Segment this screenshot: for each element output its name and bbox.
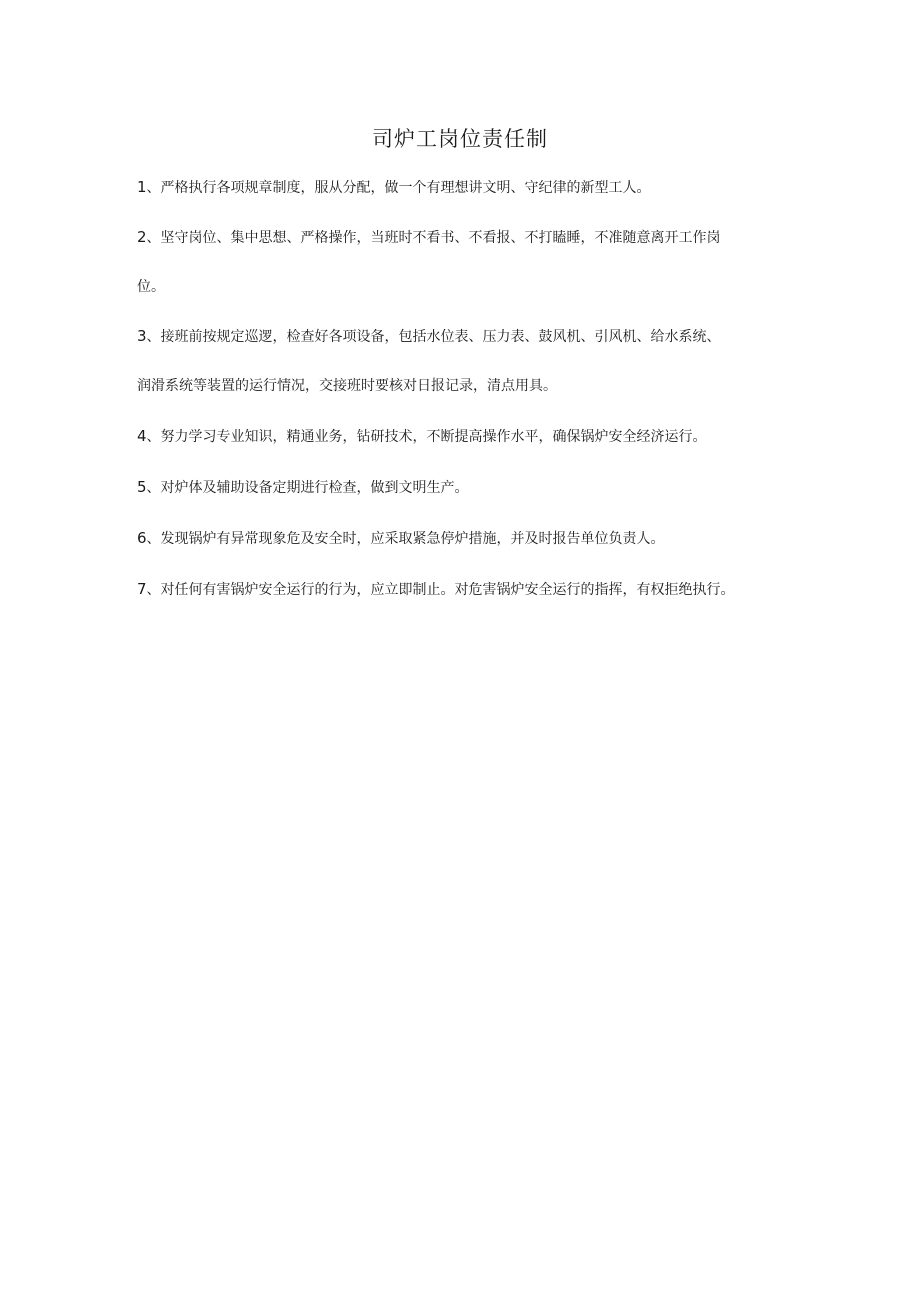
duty-line xyxy=(137,421,797,452)
duty-line xyxy=(137,312,797,362)
duty-number: 1 xyxy=(137,178,147,196)
duty-number: 5 xyxy=(137,478,147,496)
document-title: 司炉工岗位责任制 xyxy=(372,127,548,151)
duty-text: 、努力学习专业知识，精通业务，钻研技术，不断提高操作水平，确保锅炉安全经济运行。 xyxy=(146,429,707,445)
duty-item-3 xyxy=(137,312,797,411)
duty-text: 、严格执行各项规章制度，服从分配，做一个有理想讲文明、守纪律的新型工人。 xyxy=(146,180,651,196)
duty-item-1 xyxy=(137,172,797,203)
duty-item-7 xyxy=(137,574,797,605)
duty-line xyxy=(137,574,797,605)
duty-list xyxy=(137,172,797,625)
duty-text: 、对炉体及辅助设备定期进行检查，做到文明生产。 xyxy=(146,480,469,496)
duty-line-continued: 位。 xyxy=(137,279,165,295)
duty-item-2 xyxy=(137,213,797,312)
duty-text: 、接班前按规定巡逻，检查好各项设备，包括水位表、压力表、鼓风机、引风机、给水系统、 xyxy=(146,329,721,345)
duty-number: 7 xyxy=(137,580,147,598)
duty-text: 、坚守岗位、集中思想、严格操作，当班时不看书、不看报、不打瞌睡，不准随意离开工作岗 xyxy=(146,230,721,246)
duty-text: 、发现锅炉有异常现象危及安全时，应采取紧急停炉措施，并及时报告单位负责人。 xyxy=(146,531,665,547)
duty-line xyxy=(137,523,797,554)
duty-number: 6 xyxy=(137,529,147,547)
duty-number: 3 xyxy=(137,327,147,345)
duty-item-6 xyxy=(137,523,797,554)
duty-item-4 xyxy=(137,421,797,452)
duty-line xyxy=(137,213,797,263)
duty-line xyxy=(137,172,797,203)
duty-number: 4 xyxy=(137,427,147,445)
duty-item-5 xyxy=(137,472,797,503)
duty-number: 2 xyxy=(137,228,147,246)
duty-text: 、对任何有害锅炉安全运行的行为，应立即制止。对危害锅炉安全运行的指挥，有权拒绝执行。 xyxy=(146,582,735,598)
duty-line-continued: 润滑系统等装置的运行情况，交接班时要核对日报记录，清点用具。 xyxy=(137,378,557,394)
duty-line xyxy=(137,472,797,503)
